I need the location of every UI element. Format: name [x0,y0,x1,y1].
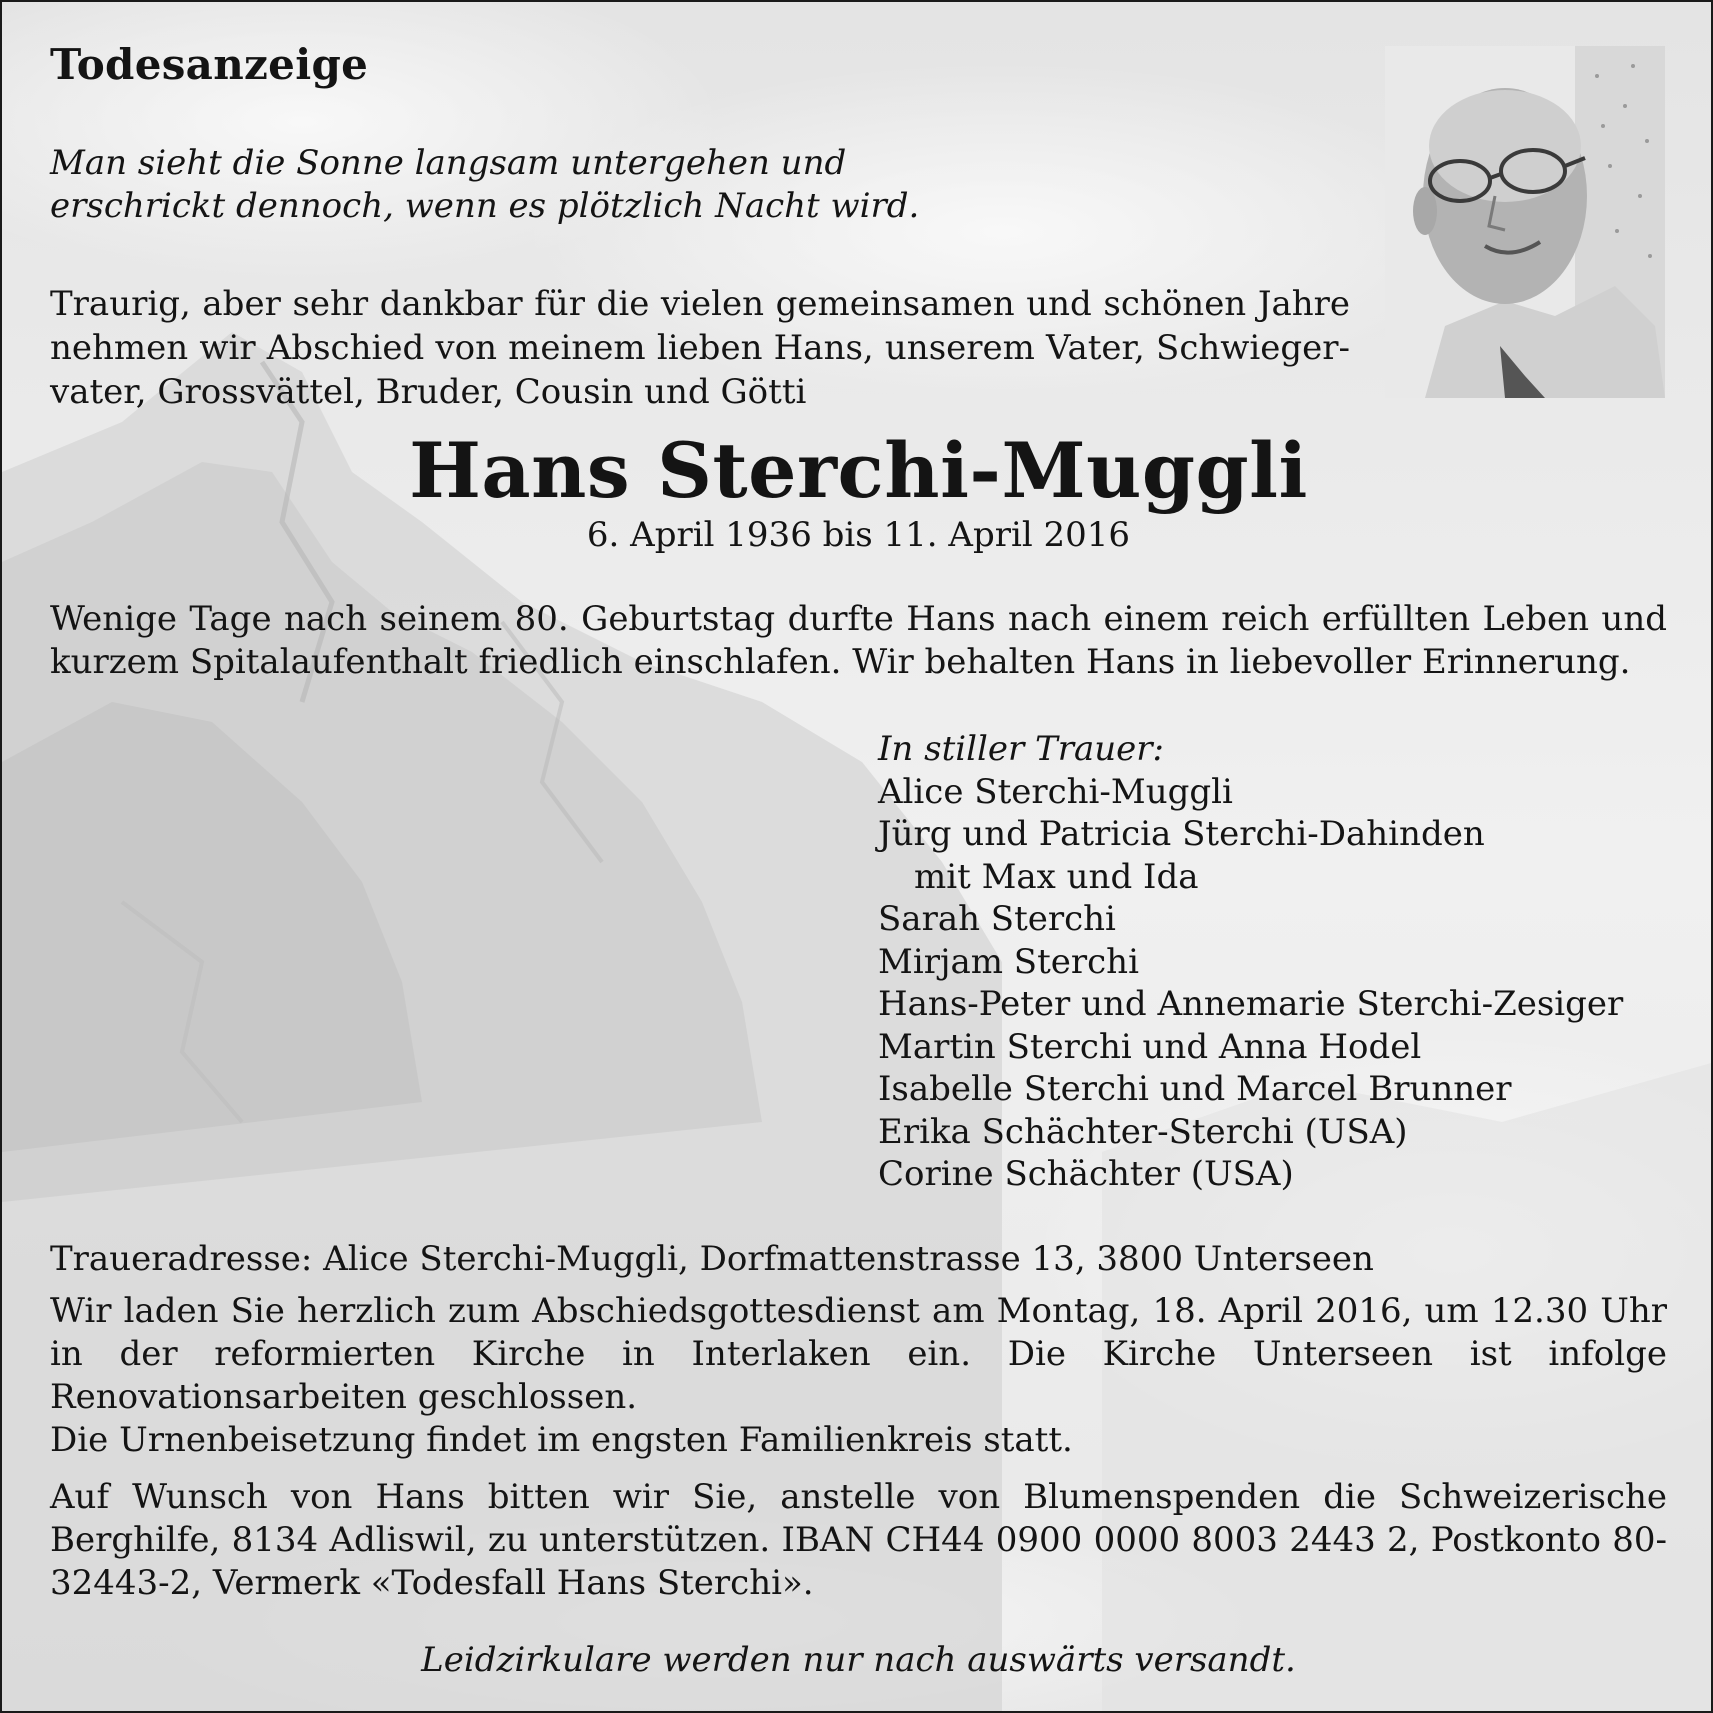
footer-note: Leidzirkulare werden nur nach auswärts versandt. [421,1640,1296,1680]
life-dates: 6. April 1936 bis 11. April 2016 [586,515,1131,555]
mourner-entry: Corine Schächter (USA) [878,1154,1294,1194]
burial-paragraph: Die Urnenbeisetzung findet im engsten Familienkreis statt. [50,1420,1073,1460]
tribute-paragraph: Wenige Tage nach seinem 80. Geburtstag durfte Hans nach einem reich erfüllten Leben und kurzem Spitalaufenthalt friedlich einschlafen. Wir behalten Hans in liebevoller Erinnerung. [50,599,1667,682]
intro-paragraph: Traurig, aber sehr dankbar für die vielen gemeinsamen und schönen Jahre nehmen wir Abschied von meinem lieben Hans, unserem Vater, Schwieger- vater, Grossvättel, Bruder, Cousin und Götti [50,284,1350,412]
motto-quote [50,142,1050,228]
mourners-heading: In stiller Trauer: [878,729,1164,769]
mourner-entry: Mirjam Sterchi [878,941,1139,982]
notice-heading: Todesanzeige [50,40,369,89]
motto-line: Man sieht die Sonne langsam untergehen und [50,143,847,183]
mourner-entry: Sarah Sterchi [878,899,1116,939]
mourner-entry: Erika Schächter-Sterchi (USA) [878,1111,1408,1152]
mourner-entry: Isabelle Sterchi und Marcel Brunner [878,1069,1512,1109]
portrait-photo [1385,46,1665,398]
mourner-entry: Hans-Peter und Annemarie Sterchi-Zesiger [878,984,1624,1024]
donation-paragraph: Auf Wunsch von Hans bitten wir Sie, anstelle von Blumenspenden die Schweizerische Berghilfe, 8134 Adliswil, zu unterstützen. IBAN CH44 0900 0000 8003 2443 2, Postkonto 80-32443-2, Vermerk «Todesfall Hans Sterchi». [50,1477,1667,1603]
mourners-list [878,728,1623,1196]
service-paragraph: Wir laden Sie herzlich zum Abschiedsgottesdienst am Montag, 18. April 2016, um 12.30 Uhr in der reformierten Kirche in Interlaken ein. Die Kirche Unterseen ist infolge Renovationsarbeiten geschlossen. [50,1291,1667,1417]
mourning-address: Traueradresse: Alice Sterchi-Muggli, Dorfmattenstrasse 13, 3800 Unterseen [50,1239,1374,1279]
deceased-name: Hans Sterchi-Muggli [409,426,1308,515]
mourner-entry: mit Max und Ida [914,856,1199,897]
mourner-entry: Jürg und Patricia Sterchi-Dahinden [878,814,1485,854]
mourner-entry: Alice Sterchi-Muggli [878,771,1233,812]
motto-line: erschrickt dennoch, wenn es plötzlich Nacht wird. [50,186,920,226]
mourner-entry: Martin Sterchi und Anna Hodel [878,1026,1422,1067]
